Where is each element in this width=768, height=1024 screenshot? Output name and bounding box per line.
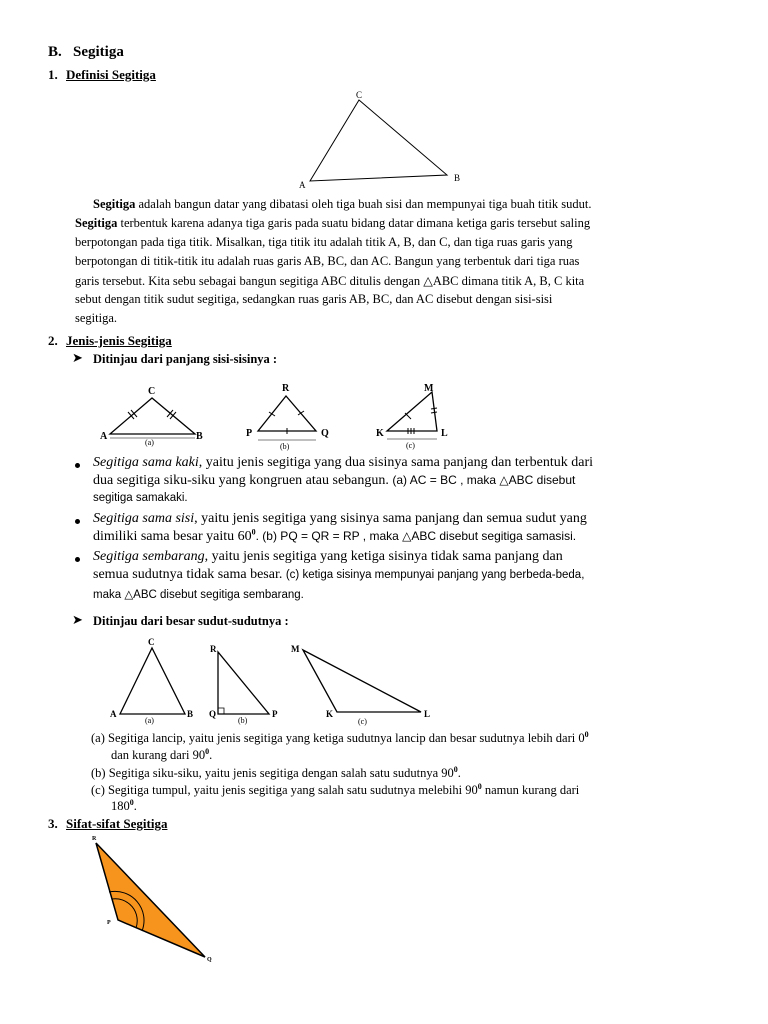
svg-text:R: R <box>210 644 217 654</box>
vertex-label-a: A <box>299 180 306 190</box>
angle-type-obtuse-line-2: $180^0$. <box>111 797 137 813</box>
triangle-abc-diagram <box>290 88 470 192</box>
angle-type-acute-line-1: (a) Segitiga lancip, yaitu jenis segitiga yang ketiga sudutnya lancip dan besar sudutnya lebih dari $0^0$ <box>91 729 589 745</box>
svg-text:(c): (c) <box>358 717 367 726</box>
page-title: Segitiga <box>73 44 124 60</box>
definition-line-3: berpotongan pada tiga titik. Misalkan, tiga titik itu adalah titik A, B, dan C, dan tiga ruas garis yang <box>75 235 573 249</box>
section-1-title: Definisi Segitiga <box>66 67 156 82</box>
bullet-scalene-line-2: semua sudutnya tidak sama besar. (c) ketiga sisinya mempunyai panjang yang berbeda-beda, <box>93 567 585 582</box>
bullet-isosceles-line-3: segitiga samakaki. <box>93 492 188 504</box>
orange-triangle-pqr-diagram <box>85 832 225 966</box>
section-2-title: Jenis-jenis Segitiga <box>66 333 172 348</box>
svg-text:K: K <box>376 428 384 439</box>
svg-text:(a): (a) <box>145 438 154 447</box>
angle-type-obtuse-line-1: (c) Segitiga tumpul, yaitu jenis segitiga yang salah satu sudutnya melebihi $90^0$ namun kurang dari <box>91 781 580 797</box>
svg-text:L: L <box>424 709 431 719</box>
section-1-number: 1. <box>48 67 58 82</box>
bullet-dot <box>75 519 80 524</box>
definition-line-5: garis tersebut. Kita sebu sebagai bangun segitiga ABC ditulis dengan △ABC dimana titik A, B, C kita <box>75 274 585 288</box>
svg-text:Q: Q <box>321 428 329 439</box>
angle-type-acute-line-2: dan kurang dari $90^0$. <box>111 746 213 762</box>
bullet-scalene-line-3: maka △ABC disebut segitiga sembarang. <box>93 589 304 601</box>
svg-text:P: P <box>246 428 253 439</box>
svg-text:P: P <box>272 709 278 719</box>
definition-line-1: Segitiga adalah bangun datar yang dibatasi oleh tiga buah sisi dan mempunyai tiga buah titik sudut. <box>93 197 592 211</box>
svg-text:A: A <box>100 431 108 442</box>
svg-text:A: A <box>110 709 117 719</box>
svg-text:C: C <box>148 637 155 647</box>
section-letter: B. <box>48 44 62 60</box>
bullet-dot <box>75 463 80 468</box>
bullet-equilateral-line-2: dimiliki sama besar yaitu $60^0$. (b) PQ = QR = RP , maka △ABC disebut segitiga samasisi. <box>93 527 577 544</box>
arrow-bullet-icon: ➤ <box>72 350 83 365</box>
svg-text:C: C <box>148 386 156 397</box>
svg-text:M: M <box>291 644 300 654</box>
svg-text:B: B <box>187 709 194 719</box>
equilateral-triangle <box>246 383 329 451</box>
vertex-label-c: C <box>356 90 363 100</box>
definition-line-7: segitiga. <box>75 311 118 325</box>
section-3-title: Sifat-sifat Segitiga <box>66 816 168 831</box>
vertex-label-r: R <box>92 836 97 842</box>
svg-text:M: M <box>424 383 434 394</box>
section-3-number: 3. <box>48 816 58 831</box>
triangles-by-sides-diagram <box>95 378 475 454</box>
scalene-triangle <box>376 383 448 450</box>
svg-text:R: R <box>282 383 290 394</box>
subheading-angles: Ditinjau dari besar sudut-sudutnya : <box>93 614 289 628</box>
definition-line-2: Segitiga terbentuk karena adanya tiga garis pada suatu bidang datar dimana ketiga garis tersebut saling <box>75 216 591 230</box>
bullet-scalene-line-1: Segitiga sembarang, yaitu jenis segitiga yang ketiga sisinya tidak sama panjang dan <box>93 549 563 564</box>
svg-text:B: B <box>196 431 203 442</box>
svg-text:L: L <box>441 428 448 439</box>
obtuse-triangle <box>291 644 430 726</box>
vertex-label-b: B <box>454 173 461 183</box>
section-2-number: 2. <box>48 333 58 348</box>
isosceles-triangle <box>100 386 203 447</box>
svg-text:(a): (a) <box>145 716 154 725</box>
svg-text:(b): (b) <box>238 716 248 725</box>
bullet-dot <box>75 557 80 562</box>
angle-type-right: (b) Segitiga siku-siku, yaitu jenis segitiga dengan salah satu sudutnya $90^0$. <box>91 764 461 780</box>
svg-text:(b): (b) <box>280 442 290 451</box>
bullet-isosceles-line-1: Segitiga sama kaki, yaitu jenis segitiga yang dua sisinya sama panjang dan terbentuk dari <box>93 455 593 470</box>
bullet-equilateral-line-1: Segitiga sama sisi, yaitu jenis segitiga yang sisinya sama panjang dan semua sudut yang <box>93 511 587 526</box>
bullet-isosceles-line-2: dua segitiga siku-siku yang kongruen atau sebangun. (a) AC = BC , maka △ABC disebut <box>93 473 576 488</box>
definition-line-4: berpotongan di titik-titik itu adalah ruas garis AB, BC, dan AC. Bangun yang terbentuk dari tiga ruas <box>75 254 580 268</box>
svg-text:Q: Q <box>209 709 217 719</box>
arrow-bullet-icon: ➤ <box>72 612 83 627</box>
subheading-sides: Ditinjau dari panjang sisi-sisinya : <box>93 352 278 366</box>
definition-line-6: sebut dengan titik sudut segitiga, sedangkan ruas garis AB, BC, dan AC disebut dengan sisi-sisi <box>75 292 553 306</box>
vertex-label-p: P <box>107 920 111 926</box>
triangles-by-angles-diagram <box>105 634 445 726</box>
svg-text:(c): (c) <box>406 441 415 450</box>
acute-triangle <box>110 637 193 725</box>
vertex-label-q: Q <box>207 957 212 963</box>
svg-text:K: K <box>326 709 334 719</box>
right-triangle <box>209 644 278 725</box>
